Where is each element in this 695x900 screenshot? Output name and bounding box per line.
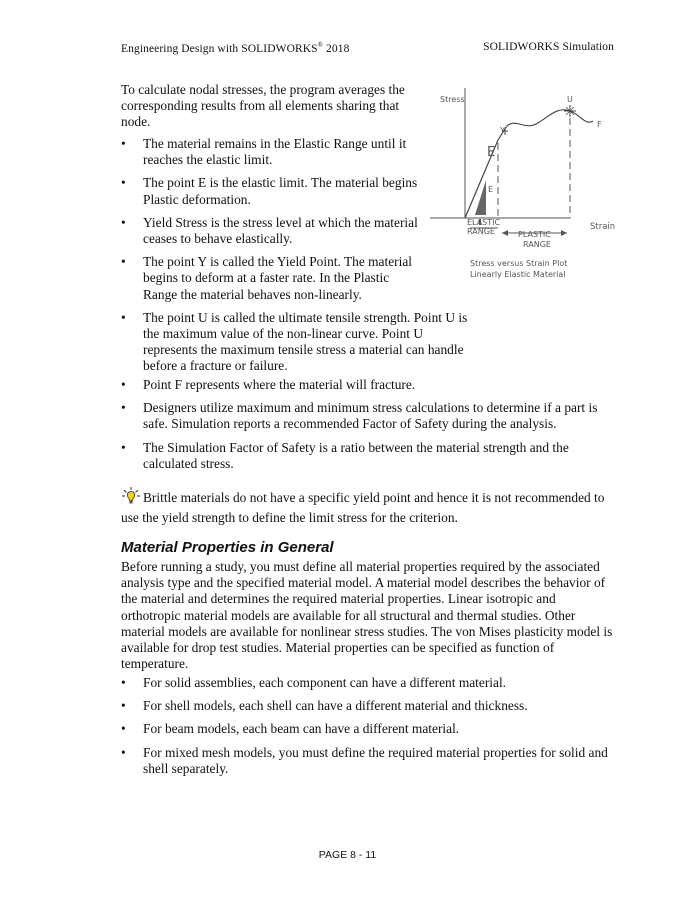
tip-paragraph	[121, 486, 616, 526]
list-item: • For mixed mesh models, you must define the required material properties for solid and shell separately.	[121, 745, 611, 777]
strain-axis-label: Strain	[590, 222, 616, 232]
point-f-label: F	[597, 120, 602, 129]
range-arrow	[502, 230, 508, 236]
stress-axis-label: Stress	[440, 95, 465, 104]
elastic-range-label: ELASTIC	[467, 218, 501, 227]
elastic-range-label: RANGE	[467, 227, 495, 236]
plastic-range-label: PLASTIC	[518, 230, 551, 239]
header-chapter-title: SOLIDWORKS Simulation	[483, 41, 614, 53]
intro-paragraph: To calculate nodal stresses, the program averages the corresponding results from all elements sharing that node.	[121, 82, 405, 130]
point-y-label: Y	[500, 126, 505, 135]
list-item: • For shell models, each shell can have a different material and thickness.	[121, 698, 611, 714]
header-book-title-text: Engineering Design with SOLIDWORKS	[121, 42, 318, 55]
list-item: • The Simulation Factor of Safety is a ratio between the material strength and the calculated stress.	[121, 440, 611, 472]
list-item: • Designers utilize maximum and minimum stress calculations to determine if a part is safe. Simulation reports a recommended Factor of Safety during the analysis.	[121, 400, 611, 432]
range-arrow	[561, 230, 567, 236]
material-properties-paragraph: Before running a study, you must define all material properties required by the associated analysis type and the specified material model. A material model describes the behavior of the material and determines the required material properties. Linear isotropic and orthotropic material models are available for all structural and thermal studies. Other material models are available for nonlinear stress studies. The von Mises plasticity model is available for drop test studies. Material properties can be specified as function of temperature.	[121, 559, 613, 672]
plastic-curve	[498, 110, 593, 140]
list-item: • The point Y is called the Yield Point. The material begins to deform at a faster rate. In the Plastic Range the material behaves non-linearly.	[121, 254, 426, 303]
list-item: • The point U is called the ultimate tensile strength. Point U is the maximum value of the non-linear curve. Point U represents the maximum tensile stress a material can handle before a fracture or failure.	[121, 310, 473, 375]
plastic-range-label: RANGE	[523, 240, 551, 249]
list-item: • The point E is the elastic limit. The material begins Plastic deformation.	[121, 175, 426, 207]
diagram-caption: Linearly Elastic Material	[470, 270, 566, 279]
bullet-list-stress-points	[121, 136, 468, 382]
header-book-year: 2018	[323, 42, 350, 55]
page-number: PAGE 8 - 11	[318, 849, 377, 861]
point-u-label: U	[567, 95, 573, 104]
elastic-modulus-triangle	[475, 180, 486, 215]
diagram-caption: Stress versus Strain Plot	[470, 259, 568, 268]
list-item: • Yield Stress is the stress level at which the material ceases to behave elastically.	[121, 215, 426, 247]
bullet-list-safety	[121, 377, 611, 479]
tip-text: Brittle materials do not have a specific yield point and hence it is not recommended to use the yield strength to define the limit stress for the criterion.	[121, 490, 605, 526]
list-item: • For solid assemblies, each component can have a different material.	[121, 675, 611, 691]
elastic-limit-label: E	[487, 145, 496, 160]
lightbulb-tip-icon	[121, 486, 141, 510]
list-item: • For beam models, each beam can have a different material.	[121, 721, 611, 737]
list-item: • Point F represents where the material will fracture.	[121, 377, 611, 393]
list-item: • The material remains in the Elastic Range until it reaches the elastic limit.	[121, 136, 426, 168]
section-heading: Material Properties in General	[121, 539, 334, 556]
modulus-label: E	[488, 185, 494, 194]
registered-mark: ®	[317, 41, 324, 49]
bullet-list-material-assignment	[121, 675, 611, 784]
stress-strain-diagram	[430, 88, 620, 288]
header-book-title	[121, 41, 349, 55]
